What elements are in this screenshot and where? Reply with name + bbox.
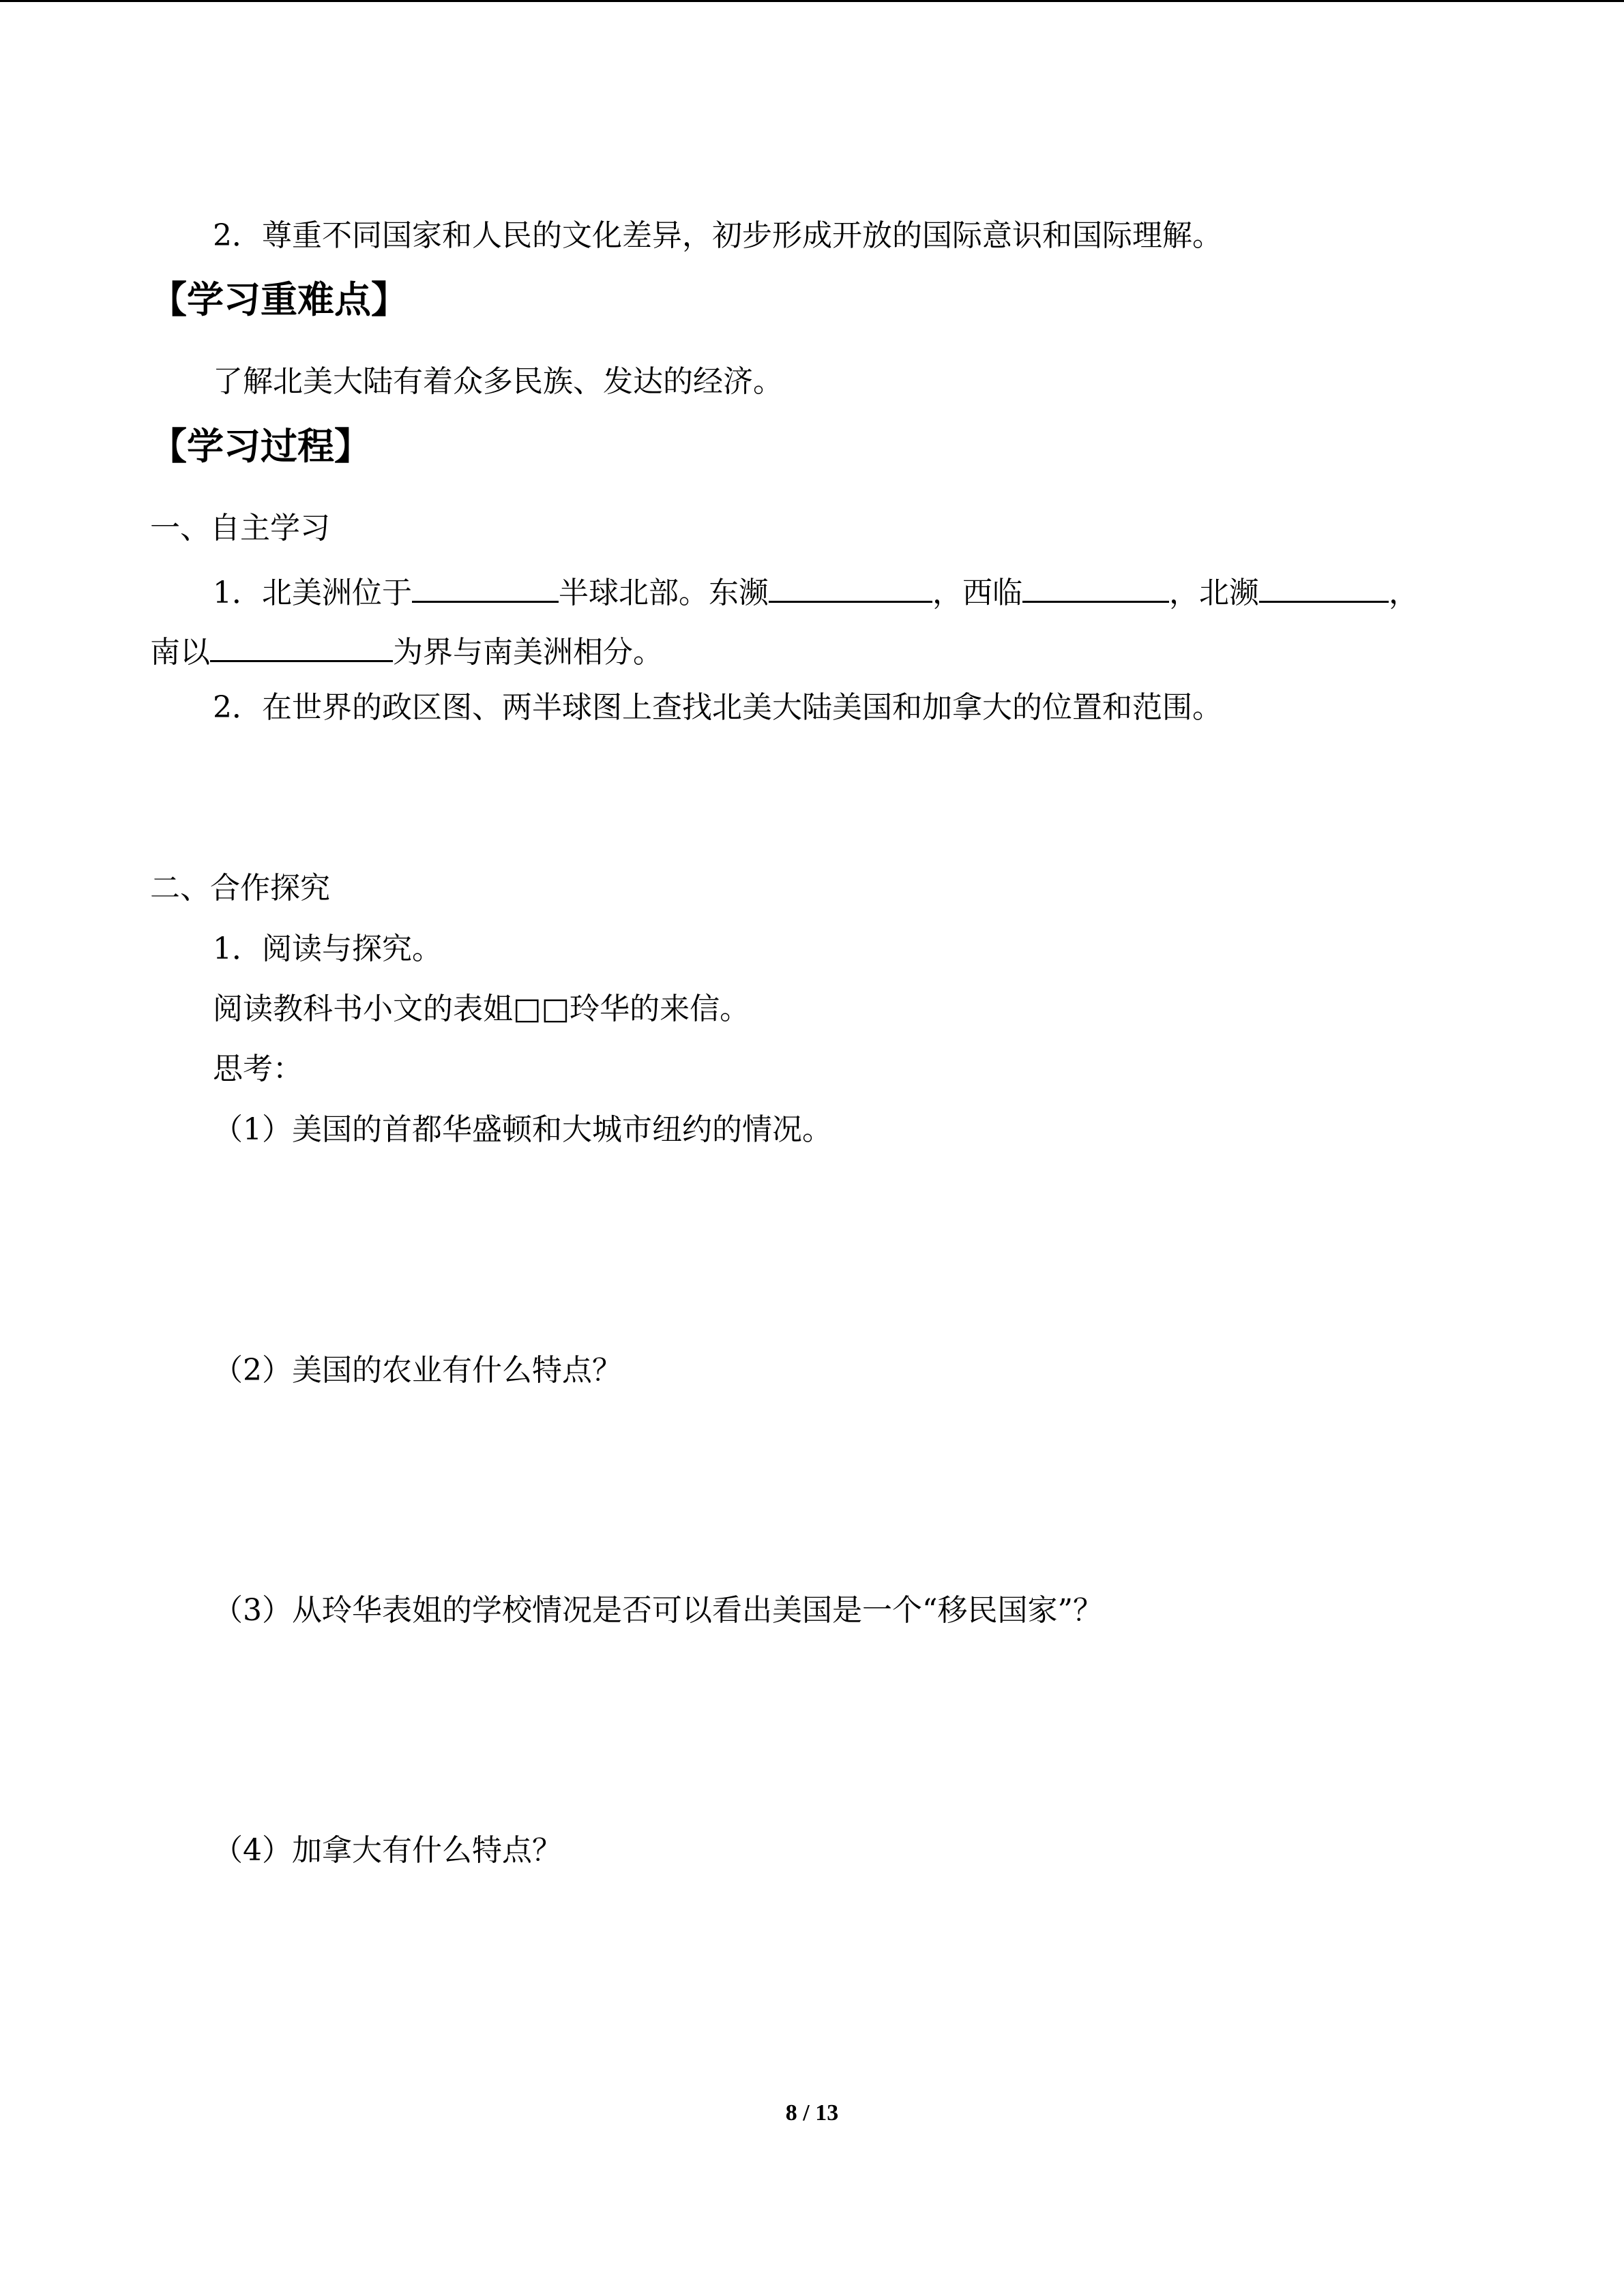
q1-text-7: 为界与南美洲相分。 (393, 635, 663, 670)
q1-text-2: 半球北部。东濒 (559, 576, 769, 610)
key-points-heading: 【学习重难点】 (150, 278, 408, 321)
top-border-line (0, 0, 1624, 2)
self-study-question-1-cont (150, 627, 663, 673)
self-study-question-2: 2．在世界的政区图、两半球图上查找北美大陆美国和加拿大的位置和范围。 (213, 690, 1222, 725)
coop-sub-question-4: （4）加拿大有什么特点？ (213, 1833, 562, 1868)
q1-text-3: ，西临 (932, 576, 1022, 610)
self-study-question-1 (213, 568, 1419, 614)
page-number: 8 / 13 (785, 2100, 839, 2126)
coop-heading: 二、合作探究 (150, 871, 330, 906)
east-ocean-blank[interactable] (769, 568, 932, 603)
coop-sub-question-3: （3）从玲华表姐的学校情况是否可以看出美国是一个“移民国家”？ (213, 1593, 1103, 1628)
hemisphere-blank[interactable] (412, 568, 559, 603)
coop-item-1: 1．阅读与探究。 (213, 931, 442, 966)
coop-reading: 阅读教科书小文的表姐□□玲华的来信。 (213, 992, 750, 1026)
west-ocean-blank[interactable] (1022, 568, 1169, 603)
coop-sub-question-2: （2）美国的农业有什么特点？ (213, 1353, 622, 1388)
north-ocean-blank[interactable] (1259, 568, 1389, 603)
coop-sub-question-1: （1）美国的首都华盛顿和大城市纽约的情况。 (213, 1112, 832, 1147)
q1-text-6: 南以 (150, 635, 210, 670)
boundary-blank[interactable] (210, 627, 393, 662)
coop-think-label: 思考： (213, 1052, 303, 1086)
q1-text-1: 1．北美洲位于 (213, 576, 412, 610)
q1-text-5: ， (1389, 576, 1419, 610)
process-heading: 【学习过程】 (150, 425, 371, 468)
q1-text-4: ，北濒 (1169, 576, 1259, 610)
key-points-text: 了解北美大陆有着众多民族、发达的经济。 (213, 364, 783, 399)
self-study-heading: 一、自主学习 (150, 511, 330, 546)
objective-2: 2．尊重不同国家和人民的文化差异，初步形成开放的国际意识和国际理解。 (213, 218, 1222, 253)
